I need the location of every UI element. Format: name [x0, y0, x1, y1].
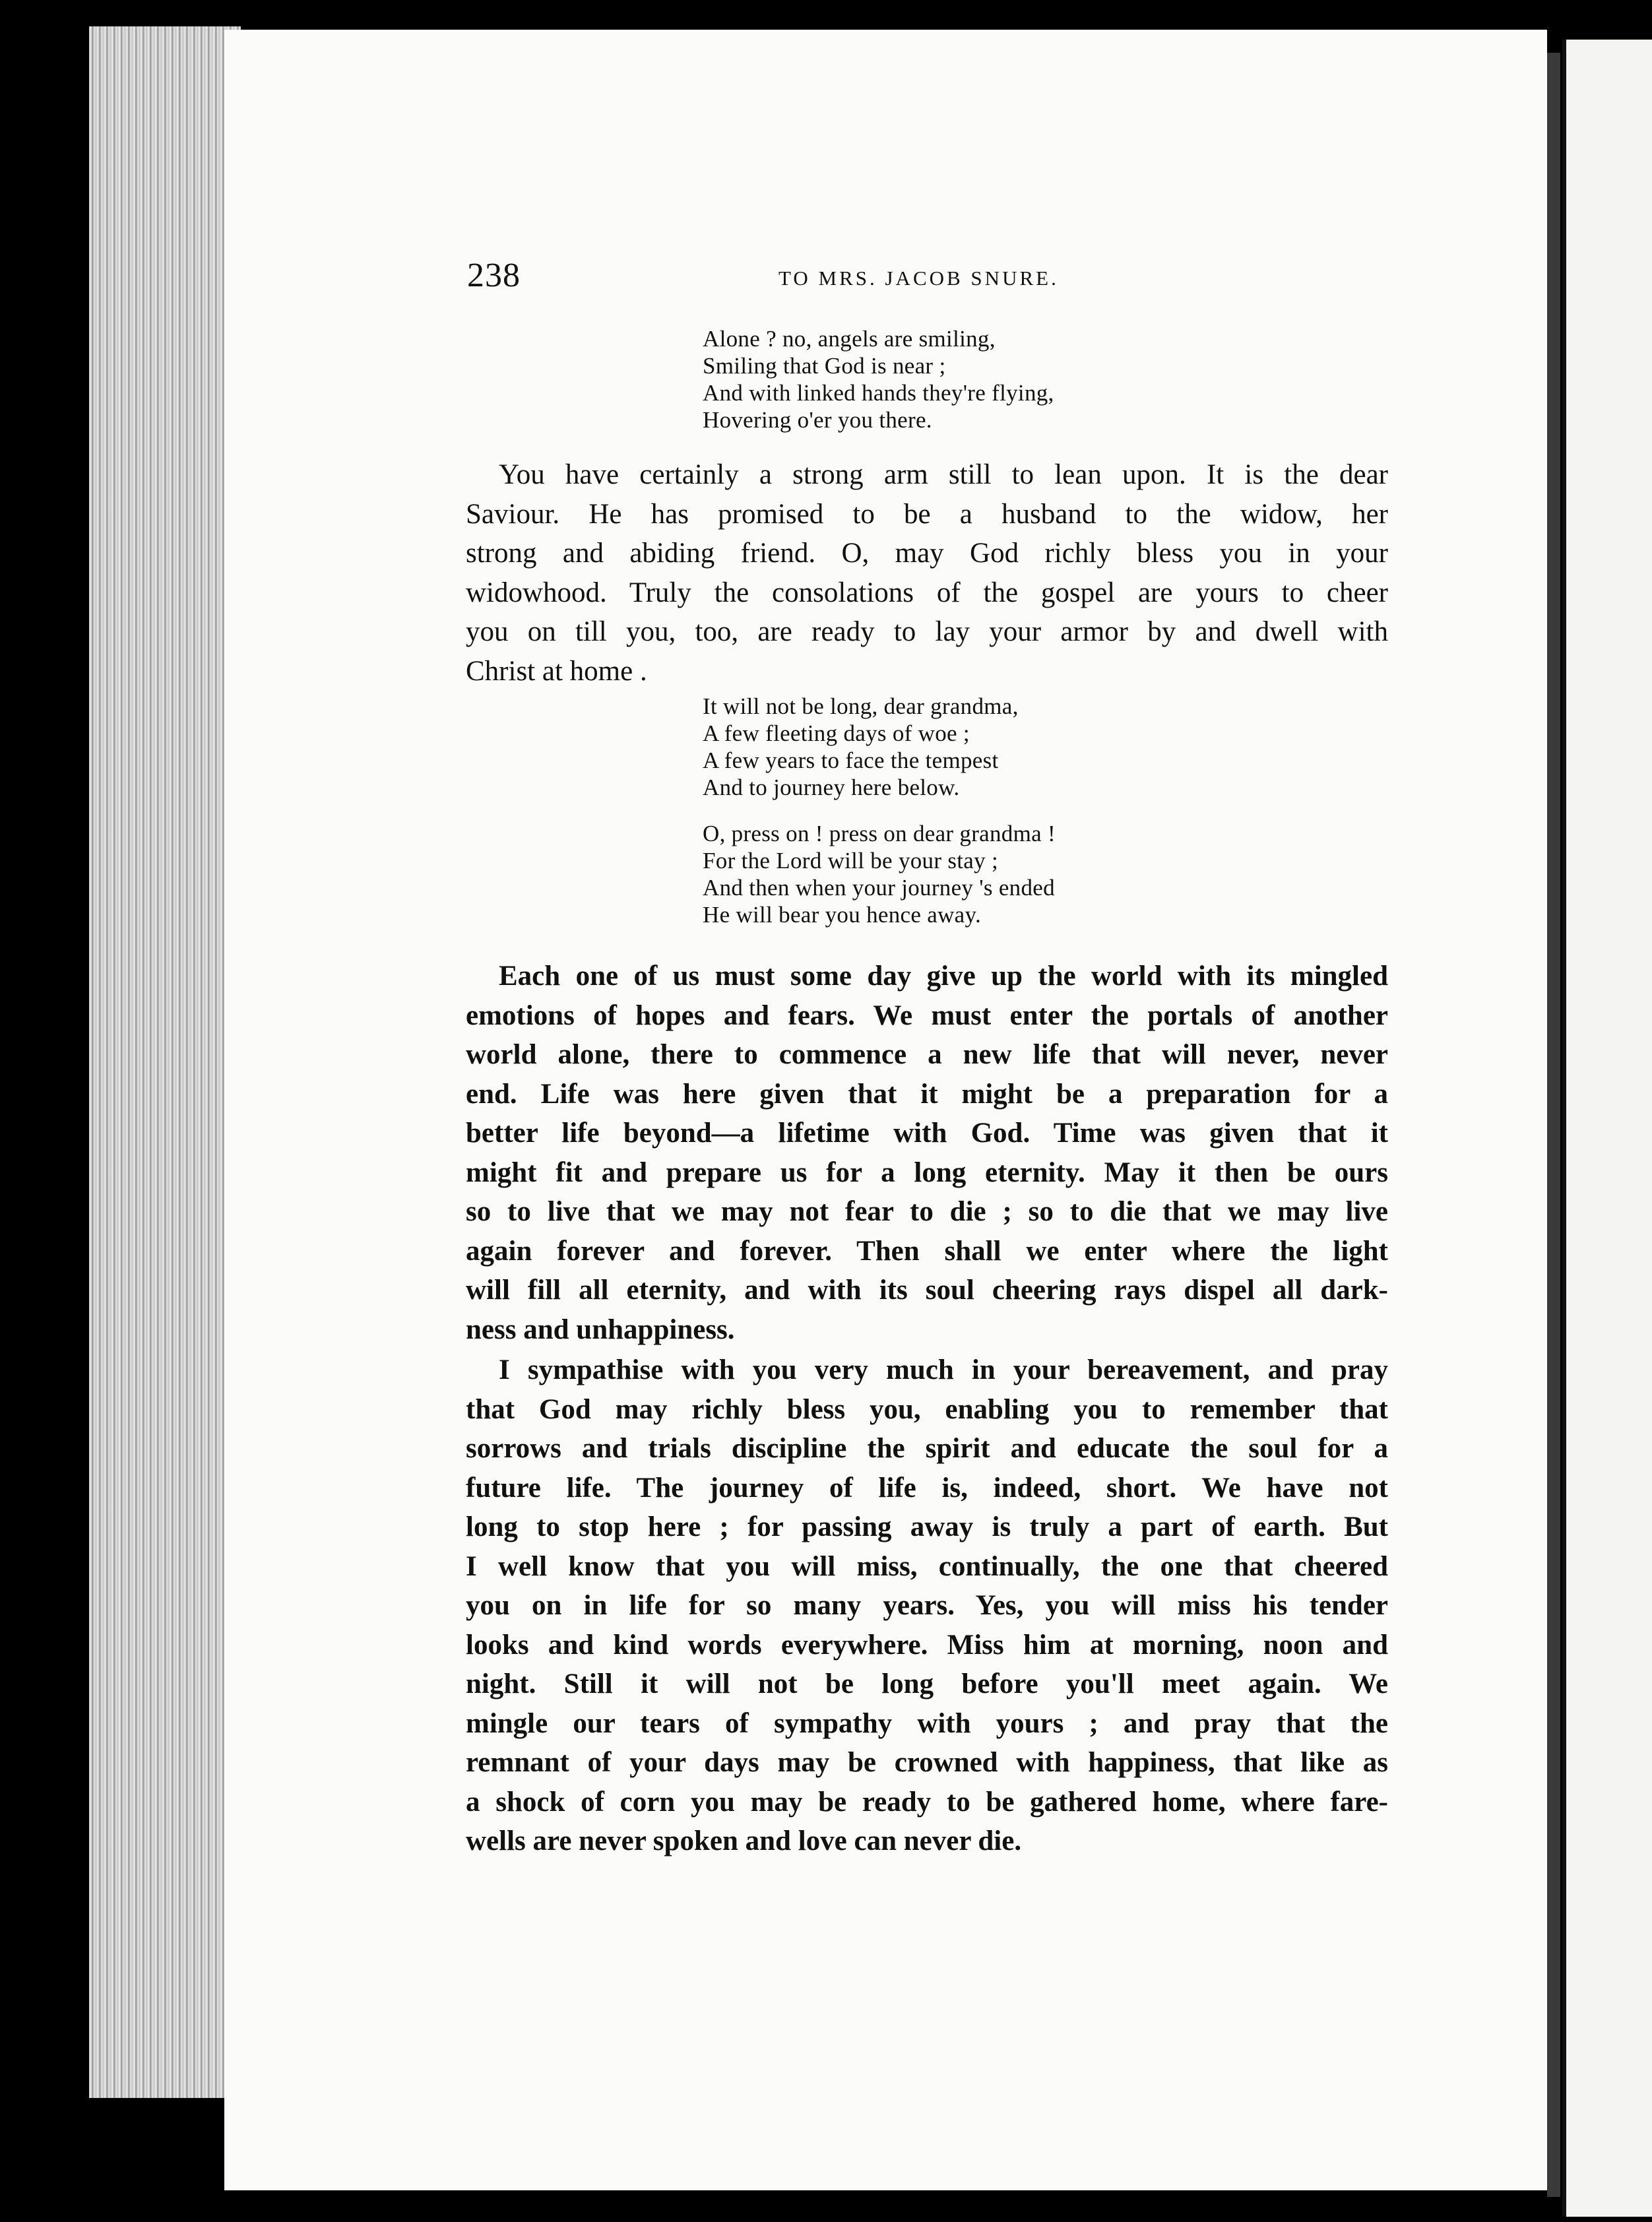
text-line: strong and abiding friend. O, may God richly bless you in your	[466, 538, 1388, 569]
text-line: better life beyond—a lifetime with God. Time was given that it	[466, 1118, 1388, 1149]
text-line: mingle our tears of sympathy with yours ; and pray that the	[466, 1707, 1388, 1739]
book-page-edges	[89, 26, 241, 2098]
text-line: Saviour. He has promised to be a husband to the widow, her	[466, 498, 1388, 530]
text-line: Christ at home .	[466, 655, 647, 687]
poem-line: A few years to face the tempest	[703, 747, 999, 773]
text-line: I well know that you will miss, continually, the one that cheered	[466, 1550, 1388, 1582]
poem-line: Alone ? no, angels are smiling,	[703, 326, 996, 352]
text-line: looks and kind words everywhere. Miss him at morning, noon and	[466, 1629, 1388, 1661]
paragraph-2	[466, 957, 1388, 1349]
paragraph-1	[466, 455, 1388, 691]
text-line: ness and unhappiness.	[466, 1314, 735, 1345]
page-header	[467, 256, 1364, 302]
poem-stanza-2	[703, 693, 1019, 801]
text-line: a shock of corn you may be ready to be gathered home, where fare-	[466, 1786, 1388, 1818]
poem-line: Hovering o'er you there.	[703, 407, 932, 433]
poem-line: Smiling that God is near ;	[703, 353, 946, 379]
text-line: You have certainly a strong arm still to lean upon. It is the dear	[499, 459, 1388, 490]
text-line: end. Life was here given that it might be a preparation for a	[466, 1078, 1388, 1110]
text-line: emotions of hopes and fears. We must enter the portals of another	[466, 1000, 1388, 1031]
text-line: so to live that we may not fear to die ; so to die that we may live	[466, 1196, 1388, 1227]
adjacent-page-edge	[1562, 40, 1652, 2217]
poem-line: He will bear you hence away.	[703, 902, 982, 928]
poem-line: It will not be long, dear grandma,	[703, 693, 1019, 719]
poem-line: O, press on ! press on dear grandma !	[703, 821, 1056, 846]
text-line: Each one of us must some day give up the world with its mingled	[499, 961, 1388, 992]
text-line: night. Still it will not be long before you'll meet again. We	[466, 1668, 1388, 1699]
text-line: I sympathise with you very much in your bereavement, and pray	[499, 1354, 1388, 1385]
text-line: you on in life for so many years. Yes, you will miss his tender	[466, 1590, 1388, 1621]
poem-stanza-1	[703, 325, 1054, 433]
text-line: you on till you, too, are ready to lay your armor by and dwell with	[466, 616, 1388, 647]
poem-stanza-3	[703, 820, 1056, 928]
text-line: will fill all eternity, and with its soul cheering rays dispel all dark-	[466, 1275, 1388, 1306]
text-line: world alone, there to commence a new life that will never, never	[466, 1039, 1388, 1070]
text-line: long to stop here ; for passing away is truly a part of earth. But	[466, 1511, 1388, 1542]
running-head: TO MRS. JACOB SNURE.	[778, 267, 1059, 290]
poem-line: A few fleeting days of woe ;	[703, 720, 970, 746]
text-line: remnant of your days may be crowned with happiness, that like as	[466, 1747, 1388, 1778]
text-line: might fit and prepare us for a long eternity. May it then be ours	[466, 1157, 1388, 1188]
text-line: wells are never spoken and love can never die.	[466, 1825, 1022, 1857]
poem-line: For the Lord will be your stay ;	[703, 848, 999, 873]
page-gutter-shadow	[1547, 53, 1560, 2197]
page-number: 238	[467, 257, 521, 294]
text-line: again forever and forever. Then shall we enter where the light	[466, 1235, 1388, 1267]
text-line: widowhood. Truly the consolations of the gospel are yours to cheer	[466, 577, 1388, 608]
text-line: sorrows and trials discipline the spirit and educate the soul for a	[466, 1433, 1388, 1464]
paragraph-3	[466, 1350, 1388, 1861]
text-line: that God may richly bless you, enabling you to remember that	[466, 1393, 1388, 1425]
poem-line: And with linked hands they're flying,	[703, 380, 1054, 406]
poem-line: And to journey here below.	[703, 775, 960, 800]
poem-line: And then when your journey 's ended	[703, 875, 1055, 901]
text-line: future life. The journey of life is, indeed, short. We have not	[466, 1472, 1388, 1504]
